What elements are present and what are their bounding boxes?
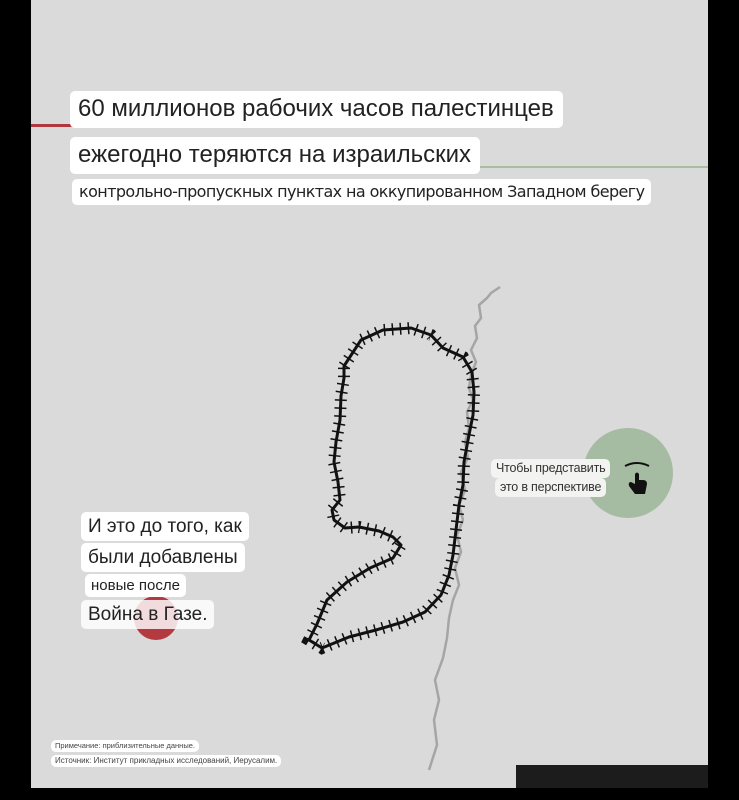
side-text-line-3: новые после [85,574,186,597]
dark-corner-block [516,765,708,788]
pointing-hand-icon [621,460,653,500]
side-text-line-2: были добавлены [81,543,245,572]
cta-line-1[interactable]: Чтобы представить [491,459,610,478]
infographic-canvas [31,0,708,788]
headline-line-3: контрольно-пропускных пунктах на оккупированном Западном берегу [72,179,651,205]
bottom-black-bar [0,788,739,800]
cta-line-2[interactable]: это в перспективе [495,478,606,497]
headline-line-2: ежегодно теряются на израильских [70,137,480,174]
side-text-line-4: Война в Газе. [81,600,214,629]
side-text-line-1: И это до того, как [81,512,249,541]
footer-note: Примечание: приблизительные данные. [51,740,199,752]
headline-line-1: 60 миллионов рабочих часов палестинцев [70,91,563,128]
barbed-wire-barbs [309,328,474,648]
footer-source: Источник: Институт прикладных исследований, Иерусалим. [51,755,281,767]
